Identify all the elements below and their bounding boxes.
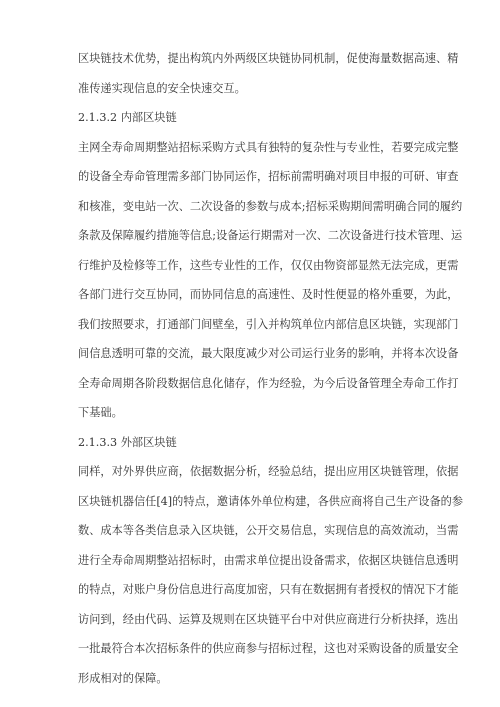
- external-line-4: 进行全寿命周期整站招标时，由需求单位提出设备需求，依据区块链信息透明: [78, 554, 459, 567]
- internal-line-1: 主网全寿命周期整站招标采购方式具有独特的复杂性与专业性，若要完成完整: [78, 141, 459, 154]
- internal-line-4: 条款及保障履约措施等信息;设备运行期需对一次、二次设备进行技术管理、运: [78, 229, 463, 242]
- external-line-6: 访问到，经由代码、运算及规则在区块链平台中对供应商进行分析抉择，选出: [78, 613, 459, 626]
- section-heading-external-blockchain: 2.1.3.3 外部区块链: [78, 436, 177, 449]
- section-heading-internal-blockchain: 2.1.3.2 内部区块链: [78, 111, 177, 124]
- external-line-3: 数、成本等各类信息录入区块链，公开交易信息，实现信息的高效流动，当需: [78, 524, 459, 537]
- internal-line-9: 全寿命周期各阶段数据信息化储存，作为经验，为今后设备管理全寿命工作打: [78, 377, 459, 390]
- external-line-5: 的特点，对账户身份信息进行高度加密，只有在数据拥有者授权的情况下才能: [78, 583, 459, 596]
- internal-line-7: 我们按照要求，打通部门间壁垒，引入并构筑单位内部信息区块链，实现部门: [78, 318, 459, 331]
- internal-line-10: 下基础。: [78, 406, 123, 419]
- internal-line-6: 各部门进行交互协同，而协同信息的高速性、及时性便显的格外重要，为此，: [78, 288, 459, 301]
- internal-line-8: 间信息透明可靠的交流，最大限度减少对公司运行业务的影响，并将本次设备: [78, 347, 459, 360]
- external-line-2: 区块链机器信任[4]的特点，邀请体外单位构建，各供应商将自己生产设备的参: [78, 495, 464, 508]
- intro-line-2: 准传递实现信息的安全快速交互。: [78, 82, 246, 95]
- internal-line-3: 和核准，变电站一次、二次设备的参数与成本;招标采购期间需明确合同的履约: [78, 200, 463, 213]
- internal-line-5: 行维护及检修等工作，这些专业性的工作，仅仅由物资部显然无法完成，更需: [78, 259, 459, 272]
- external-line-7: 一批最符合本次招标条件的供应商参与招标过程，这也对采购设备的质量安全: [78, 642, 459, 655]
- external-line-1: 同样，对外界供应商，依据数据分析，经验总结，提出应用区块链管理，依据: [78, 465, 459, 478]
- internal-line-2: 的设备全寿命管理需多部门协同运作，招标前需明确对项目申报的可研、审查: [78, 170, 459, 183]
- intro-line-1: 区块链技术优势，提出构筑内外两级区块链协同机制，促使海量数据高速、精: [78, 52, 459, 65]
- external-line-8: 形成相对的保障。: [78, 672, 168, 685]
